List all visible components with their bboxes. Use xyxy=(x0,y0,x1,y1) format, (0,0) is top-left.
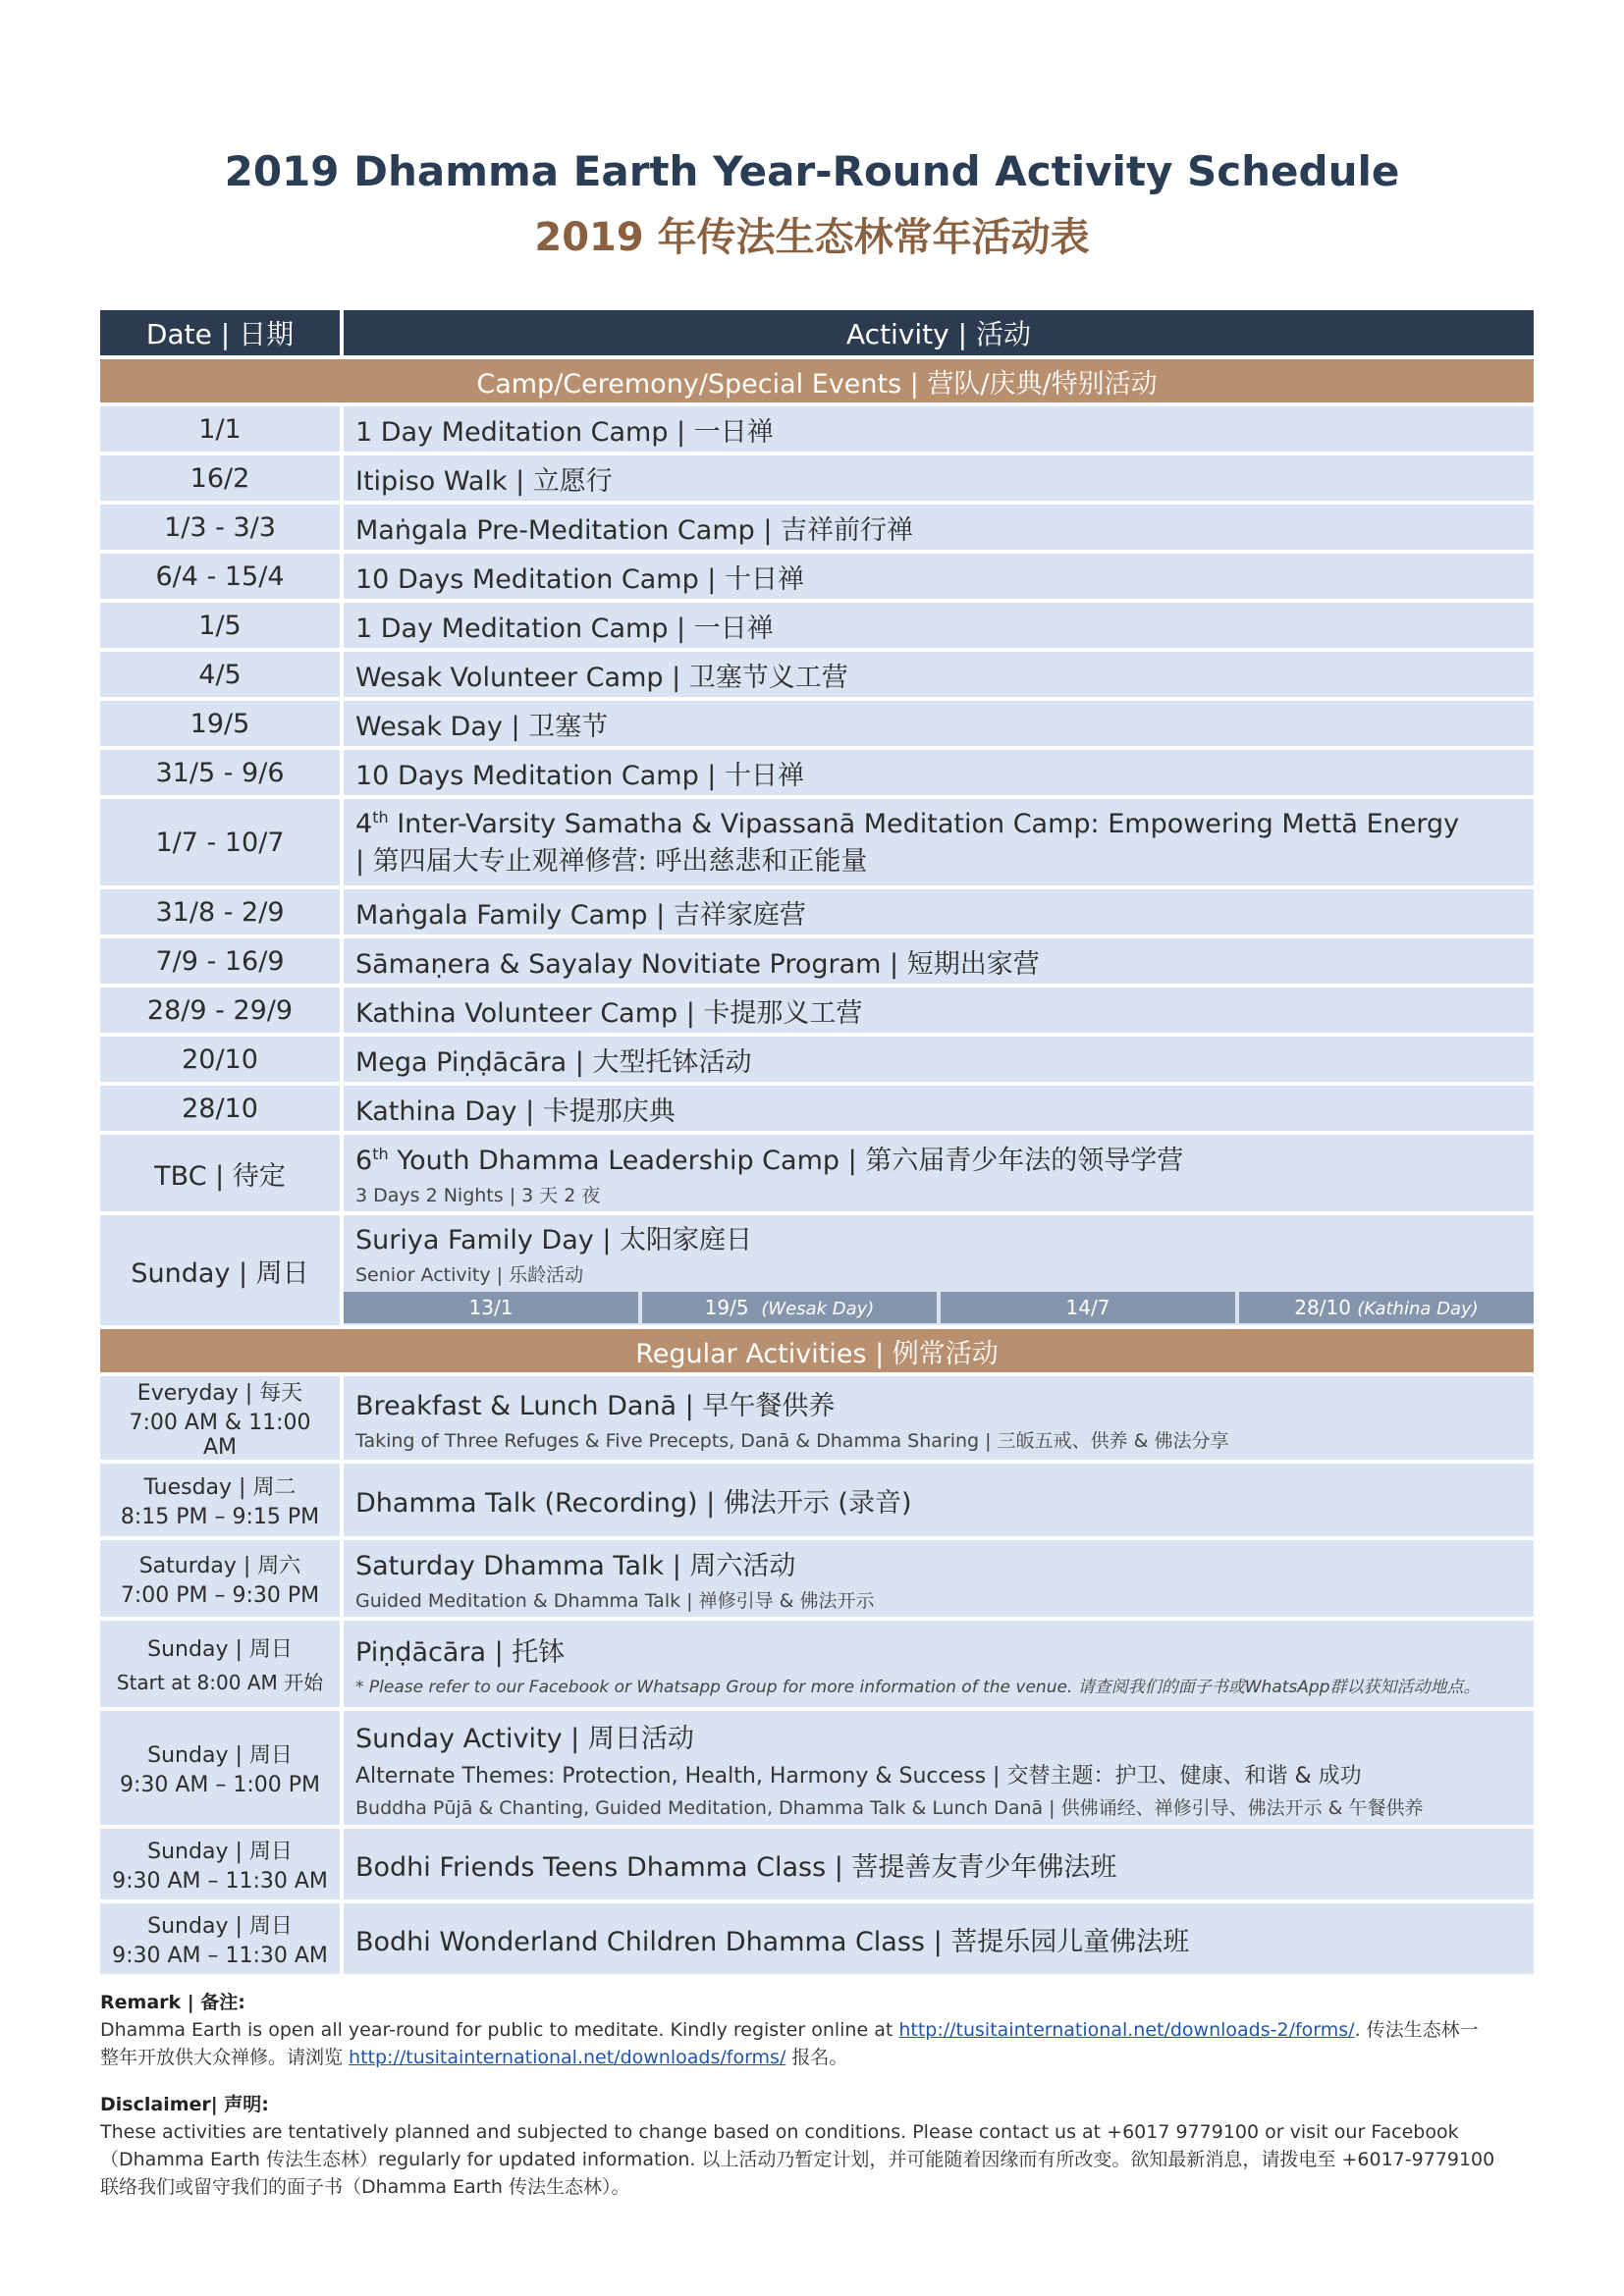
register-link[interactable]: http://tusitainternational.net/downloads-2/forms/ xyxy=(898,2019,1355,2041)
activity-cell: Bodhi Wonderland Children Dhamma Class | 菩提乐园儿童佛法班 xyxy=(344,1903,1534,1978)
activity-title: Saturday Dhamma Talk | 周六活动 xyxy=(355,1551,796,1581)
date-cell: 1/1 xyxy=(100,406,344,455)
page-title-chinese: 2019 年传法生态林常年活动表 xyxy=(534,215,1090,260)
date-cell: 1/3 - 3/3 xyxy=(100,505,344,554)
activity-title-chinese: | 第四届大专止观禅修营: 呼出慈悲和正能量 xyxy=(355,845,868,877)
activity-themes: Alternate Themes: Protection, Health, Harmony & Success | 交替主题：护卫、健康、和谐 & 成功 xyxy=(355,1763,1362,1789)
activity-cell xyxy=(344,799,1534,889)
activity-subtitle: Taking of Three Refuges & Five Precepts, Danā & Dhamma Sharing | 三皈五戒、供养 & 佛法分享 xyxy=(355,1429,1229,1452)
disclaimer-label: Disclaimer| 声明: xyxy=(100,2094,269,2115)
table-row xyxy=(100,750,1534,799)
day-time-cell: Sunday | 周日 9:30 AM – 11:30 AM xyxy=(100,1829,344,1903)
table-row xyxy=(100,1376,1534,1464)
schedule-table xyxy=(100,310,1534,1978)
activity-cell: Sāmaṇera & Sayalay Novitiate Program | 短期出家营 xyxy=(344,938,1534,988)
date-column-header: Date | 日期 xyxy=(100,310,344,359)
date-cell: 31/5 - 9/6 xyxy=(100,750,344,799)
date-cell: 4/5 xyxy=(100,652,344,701)
activity-cell: 1 Day Meditation Camp | 一日禅 xyxy=(344,603,1534,652)
suriya-date-chip: 13/1 xyxy=(344,1292,638,1323)
activity-cell: Itipiso Walk | 立愿行 xyxy=(344,455,1534,505)
day-time-cell: Sunday | 周日 9:30 AM – 11:30 AM xyxy=(100,1903,344,1978)
ordinal-suffix: th xyxy=(372,807,389,827)
activity-cell: Maṅgala Family Camp | 吉祥家庭营 xyxy=(344,889,1534,938)
section-header-regular xyxy=(100,1329,1534,1376)
table-row-suriya xyxy=(100,1215,1534,1290)
activity-title: Suriya Family Day | 太阳家庭日 xyxy=(355,1225,752,1255)
activity-cell: 10 Days Meditation Camp | 十日禅 xyxy=(344,554,1534,603)
day-time-cell: Saturday | 周六 7:00 PM – 9:30 PM xyxy=(100,1540,344,1621)
table-row-sunday-activity xyxy=(100,1711,1534,1829)
table-row xyxy=(100,455,1534,505)
section-header-special xyxy=(100,359,1534,406)
section-title: Regular Activities | 例常活动 xyxy=(100,1329,1534,1376)
date-cell: TBC | 待定 xyxy=(100,1135,344,1215)
activity-subtitle: 3 Days 2 Nights | 3 天 2 夜 xyxy=(355,1185,601,1206)
ordinal-number: 4 xyxy=(355,808,373,839)
activity-cell: 1 Day Meditation Camp | 一日禅 xyxy=(344,406,1534,455)
suriya-date-chip: 19/5 (Wesak Day) xyxy=(642,1292,937,1323)
table-row xyxy=(100,1037,1534,1086)
disclaimer-section: Disclaimer| 声明: These activities are tentatively planned and subjected to change based on conditions. Please contact us at +6017 9779100 or visit our Facebook （Dhamma Earth 传法生态林）regularly for updated information. 以上活动乃暂定计划，并可能随着因缘而有所改变。欲知最新消息，请拨电至 +6017-9779100 联络我们或留守我们的面子书（Dhamma Earth 传法生态林）。 xyxy=(100,2094,1495,2198)
day-time-cell: Tuesday | 周二 8:15 PM – 9:15 PM xyxy=(100,1464,344,1540)
table-row xyxy=(100,406,1534,455)
activity-cell: Bodhi Friends Teens Dhamma Class | 菩提善友青少年佛法班 xyxy=(344,1829,1534,1903)
section-title: Camp/Ceremony/Special Events | 营队/庆典/特别活动 xyxy=(100,359,1534,406)
activity-title: Youth Dhamma Leadership Camp | 第六届青少年法的领导学营 xyxy=(388,1146,1184,1176)
activity-cell: 10 Days Meditation Camp | 十日禅 xyxy=(344,750,1534,799)
remark-section: Remark | 备注: Dhamma Earth is open all year-round for public to meditate. Kindly register online at http://tusitainternational.net/downloads-2/forms/. 传法生态林一 整年开放供大众禅修。请浏览 http://tusitainternational.net/downloads/forms/ 报名。 xyxy=(100,1992,1479,2068)
activity-cell: Wesak Day | 卫塞节 xyxy=(344,701,1534,750)
day-time-cell: Sunday | 周日 9:30 AM – 1:00 PM xyxy=(100,1711,344,1829)
suriya-dates-strip xyxy=(344,1290,1534,1329)
date-cell: Sunday | 周日 xyxy=(100,1215,344,1329)
activity-cell xyxy=(344,1621,1534,1711)
activity-column-header: Activity | 活动 xyxy=(344,310,1534,359)
date-cell: 28/10 xyxy=(100,1086,344,1135)
date-cell: 16/2 xyxy=(100,455,344,505)
table-row xyxy=(100,1464,1534,1540)
activity-cell: Kathina Day | 卡提那庆典 xyxy=(344,1086,1534,1135)
activity-cell: Wesak Volunteer Camp | 卫塞节义工营 xyxy=(344,652,1534,701)
activity-cell xyxy=(344,1540,1534,1621)
table-row xyxy=(100,889,1534,938)
forms-link[interactable]: http://tusitainternational.net/downloads/forms/ xyxy=(349,2047,786,2068)
suriya-date-chip: 28/10 (Kathina Day) xyxy=(1239,1292,1534,1323)
table-row xyxy=(100,505,1534,554)
date-cell: 1/7 - 10/7 xyxy=(100,799,344,889)
table-row xyxy=(100,1540,1534,1621)
date-cell: 28/9 - 29/9 xyxy=(100,988,344,1037)
table-header-row xyxy=(100,310,1534,359)
table-row xyxy=(100,652,1534,701)
date-cell: 20/10 xyxy=(100,1037,344,1086)
activity-title: Dhamma Talk (Recording) | 佛法开示 (录音) xyxy=(355,1487,912,1519)
activity-subtitle: Senior Activity | 乐龄活动 xyxy=(355,1264,584,1286)
table-row xyxy=(100,701,1534,750)
activity-cell xyxy=(344,1711,1534,1829)
date-cell: 31/8 - 2/9 xyxy=(100,889,344,938)
page-title: 2019 Dhamma Earth Year-Round Activity Schedule xyxy=(224,147,1400,195)
table-row-youth xyxy=(100,1135,1534,1215)
date-cell: 7/9 - 16/9 xyxy=(100,938,344,988)
table-row-intervarsity xyxy=(100,799,1534,889)
table-row xyxy=(100,1903,1534,1978)
suriya-date-chip: 14/7 xyxy=(941,1292,1235,1323)
activity-title: Piṇḍācāra | 托钵 xyxy=(355,1637,566,1668)
activity-cell xyxy=(344,1215,1534,1290)
table-row xyxy=(100,1621,1534,1711)
activity-subtitle: Buddha Pūjā & Chanting, Guided Meditation, Dhamma Talk & Lunch Danā | 供佛诵经、禅修引导、佛法开示 & 午餐供养 xyxy=(355,1796,1424,1819)
table-row xyxy=(100,938,1534,988)
activity-cell xyxy=(344,1376,1534,1464)
ordinal-suffix: th xyxy=(372,1145,389,1163)
table-row xyxy=(100,554,1534,603)
activity-note: * Please refer to our Facebook or Whatsapp Group for more information of the venue. 请查阅我们的面子书或WhatsApp群以获知活动地点。 xyxy=(355,1678,1481,1697)
activity-subtitle: Guided Meditation & Dhamma Talk | 禅修引导 & 佛法开示 xyxy=(355,1590,875,1612)
activity-cell: Mega Piṇḍācāra | 大型托钵活动 xyxy=(344,1037,1534,1086)
activity-title: Breakfast & Lunch Danā | 早午餐供养 xyxy=(355,1390,836,1421)
activity-cell xyxy=(344,1464,1534,1540)
table-row xyxy=(100,988,1534,1037)
remark-label: Remark | 备注: xyxy=(100,1992,245,2013)
table-row xyxy=(100,1829,1534,1903)
activity-title: Inter-Varsity Samatha & Vipassanā Meditation Camp: Empowering Mettā Energy xyxy=(388,808,1460,839)
activity-cell: Maṅgala Pre-Meditation Camp | 吉祥前行禅 xyxy=(344,505,1534,554)
table-row xyxy=(100,1086,1534,1135)
activity-cell xyxy=(344,1135,1534,1215)
day-time-cell: Sunday | 周日 Start at 8:00 AM 开始 xyxy=(100,1621,344,1711)
date-cell: 6/4 - 15/4 xyxy=(100,554,344,603)
table-row xyxy=(100,603,1534,652)
activity-title: Sunday Activity | 周日活动 xyxy=(355,1723,694,1754)
day-time-cell: Everyday | 每天 7:00 AM & 11:00 AM xyxy=(100,1376,344,1464)
ordinal-number: 6 xyxy=(355,1146,373,1176)
date-cell: 1/5 xyxy=(100,603,344,652)
activity-cell: Kathina Volunteer Camp | 卡提那义工营 xyxy=(344,988,1534,1037)
date-cell: 19/5 xyxy=(100,701,344,750)
